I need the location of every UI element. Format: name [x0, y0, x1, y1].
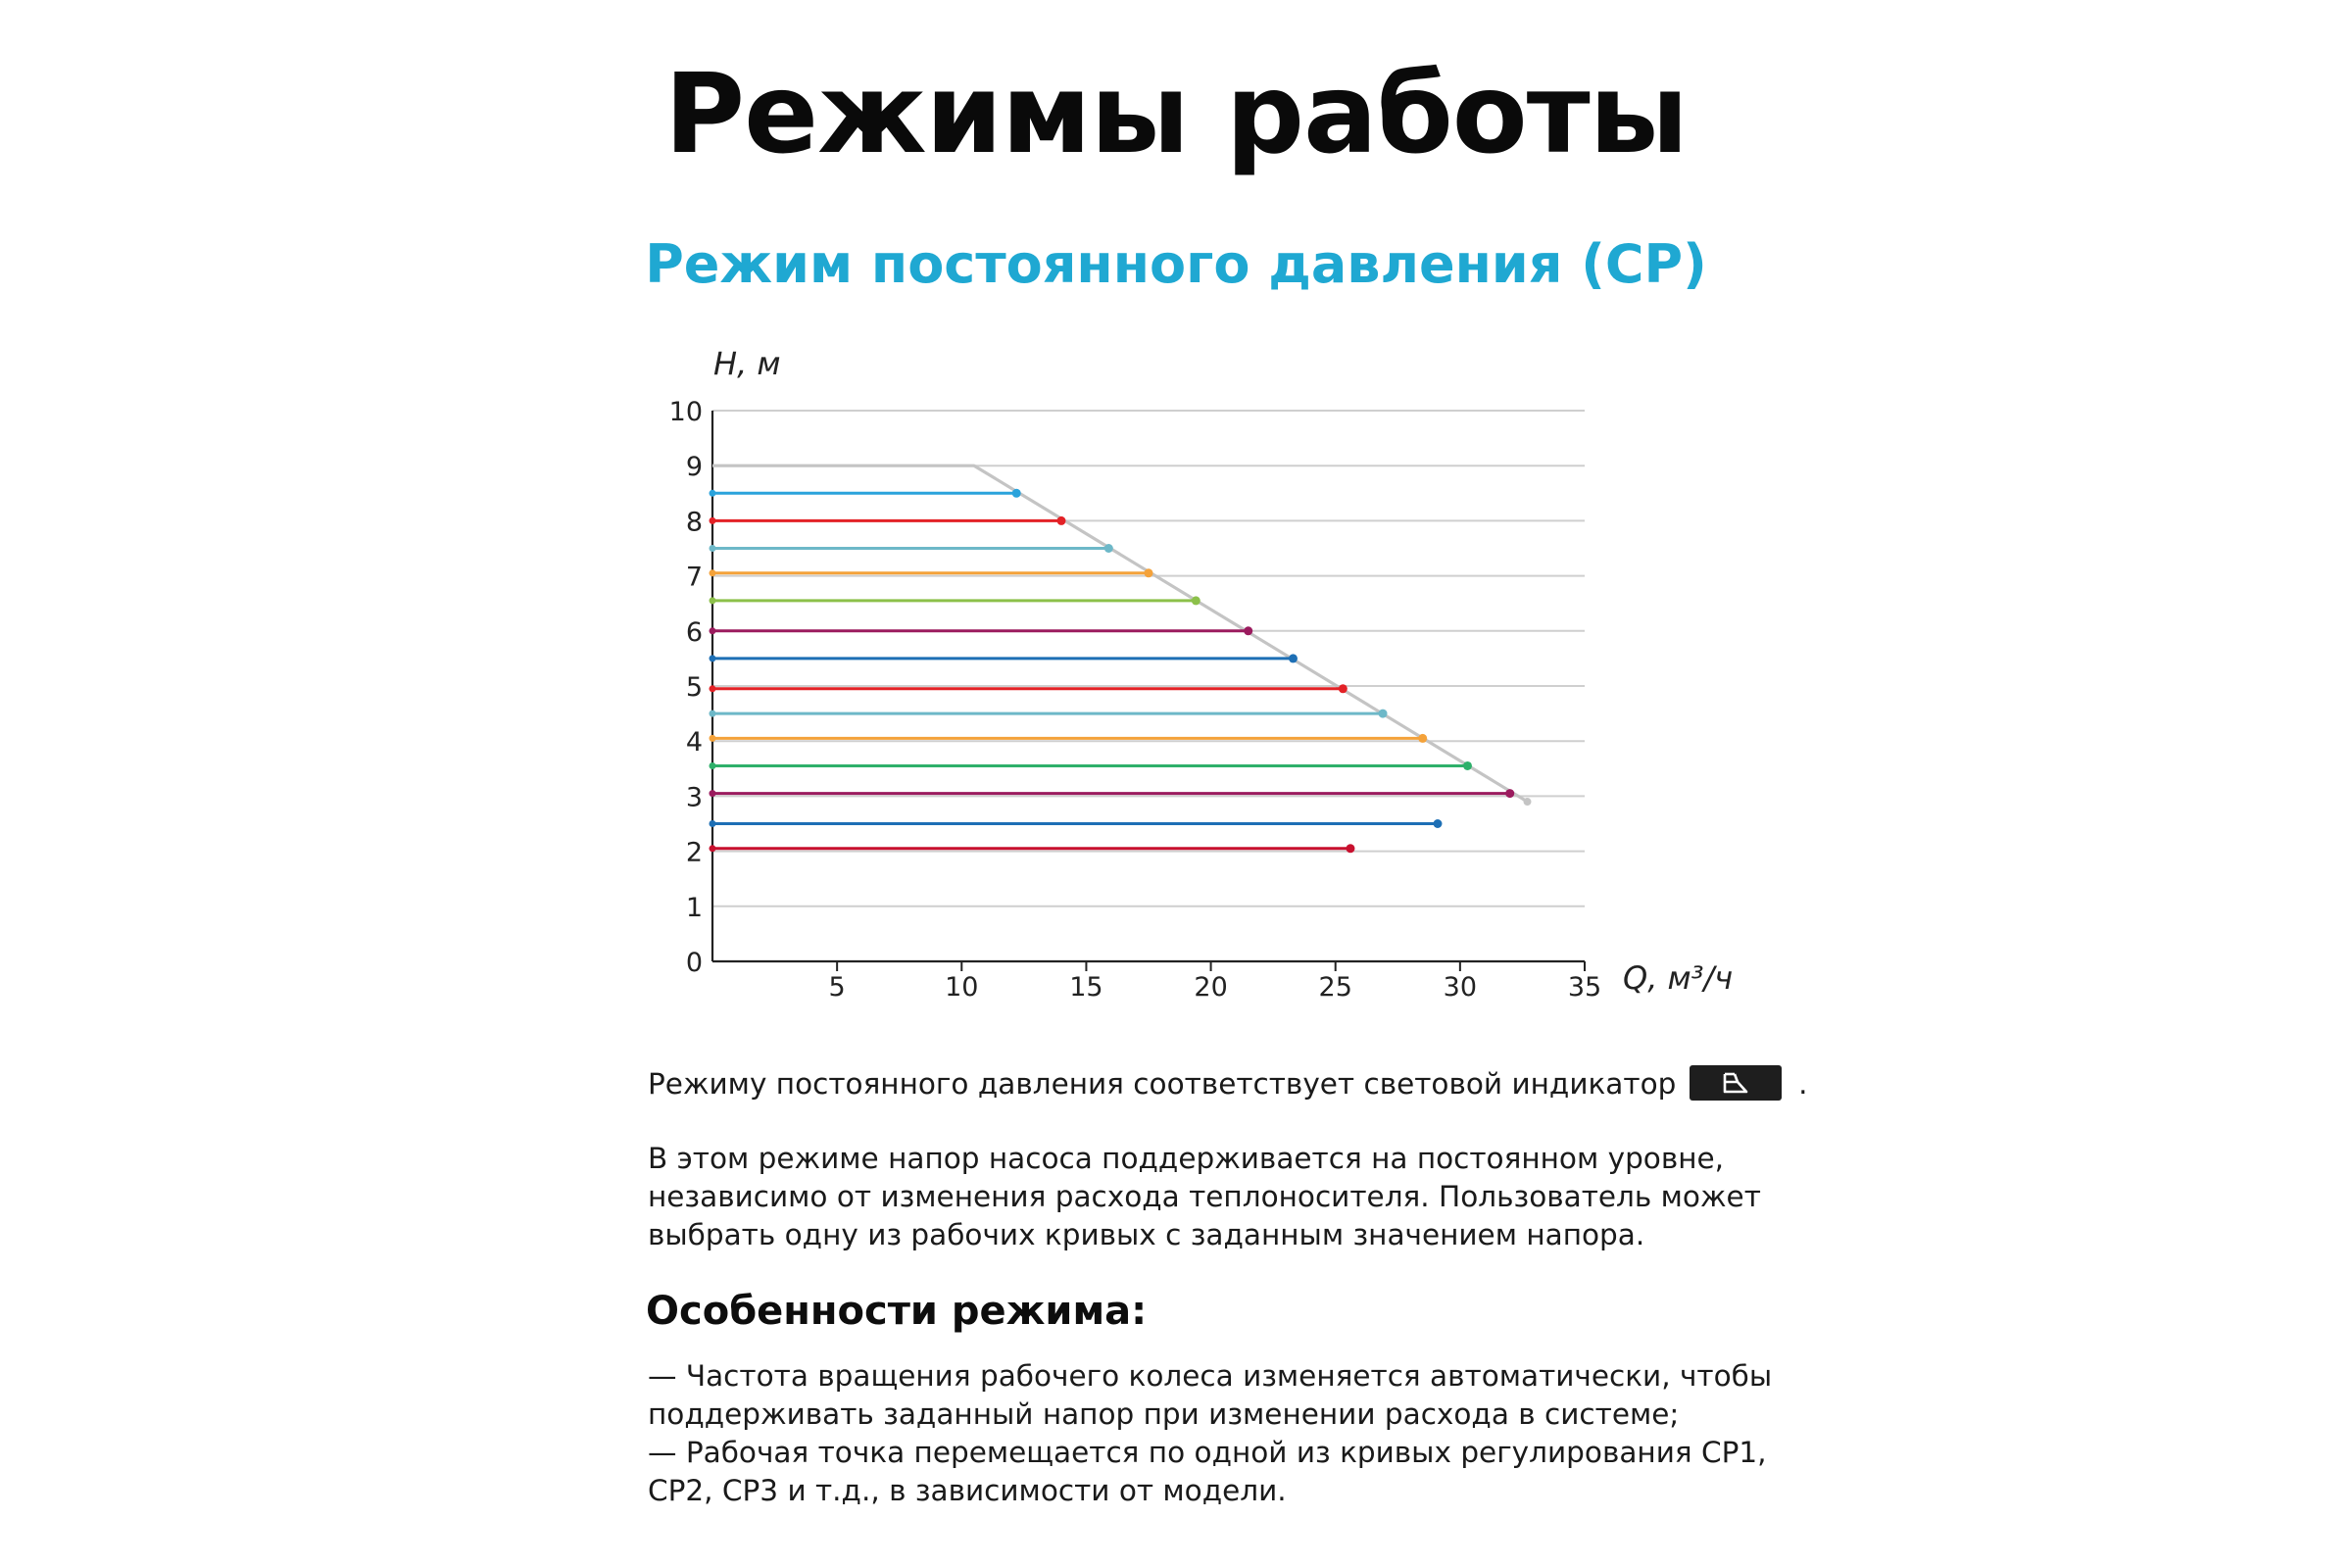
y-tick-label: 7	[685, 562, 703, 593]
curve-end-point	[1433, 819, 1442, 828]
pressure-curves	[710, 489, 1515, 853]
description-line: независимо от изменения расхода теплоносителя. Пользователь может	[648, 1180, 1761, 1213]
indicator-text: Режиму постоянного давления соответствует световой индикатор	[648, 1067, 1677, 1101]
curve-end-point	[1339, 684, 1348, 693]
curve-end-point	[1057, 516, 1066, 525]
y-tick-label: 4	[685, 727, 703, 759]
limit-curve	[712, 466, 1532, 806]
curve-start-point	[710, 597, 716, 604]
pressure-curve	[710, 654, 1298, 662]
curve-start-point	[710, 735, 716, 742]
y-axis-label: H, м	[713, 345, 781, 382]
pressure-curve	[710, 761, 1472, 770]
indicator-suffix: .	[1798, 1067, 1808, 1101]
curve-end-point	[1192, 596, 1200, 605]
y-tick-label: 5	[685, 672, 703, 703]
curve-start-point	[710, 790, 716, 797]
curve-end-point	[1505, 789, 1514, 798]
y-tick-label: 3	[685, 782, 703, 813]
curve-end-point	[1379, 710, 1388, 718]
pressure-curve	[710, 626, 1253, 635]
constant-pressure-icon	[1690, 1065, 1782, 1101]
x-tick-label: 10	[945, 972, 979, 1003]
description-line: В этом режиме напор насоса поддерживается на постоянном уровне,	[648, 1142, 1725, 1175]
y-tick-label: 10	[668, 397, 703, 427]
curve-start-point	[710, 845, 716, 852]
pressure-curve	[710, 819, 1443, 828]
curve-start-point	[710, 685, 716, 692]
pressure-curve	[710, 544, 1113, 553]
curve-start-point	[710, 517, 716, 524]
curve-start-point	[710, 820, 716, 827]
y-tick-label: 2	[685, 837, 703, 868]
feature-line: — Частота вращения рабочего колеса изменяется автоматически, чтобы	[648, 1359, 1773, 1393]
curve-start-point	[710, 762, 716, 769]
tick-labels	[669, 397, 1602, 1003]
curve-end-point	[1418, 734, 1427, 743]
curve-end-point	[1145, 568, 1153, 577]
limit-curve-point	[1524, 798, 1532, 806]
pressure-curve	[710, 710, 1388, 718]
curve-start-point	[710, 627, 716, 634]
y-tick-label: 6	[685, 616, 703, 648]
pressure-curve	[710, 596, 1200, 605]
x-tick-label: 35	[1567, 972, 1602, 1003]
features-list	[648, 1357, 1773, 1510]
curve-end-point	[1463, 761, 1472, 770]
x-tick-label: 15	[1069, 972, 1103, 1003]
curve-end-point	[1289, 654, 1298, 662]
x-tick-label: 30	[1443, 972, 1478, 1003]
page-title: Режимы работы	[664, 51, 1688, 178]
limit-curve-line	[712, 466, 1528, 802]
curve-end-point	[1346, 844, 1354, 853]
curve-start-point	[710, 569, 716, 576]
curve-end-point	[1244, 626, 1252, 635]
feature-line: — Рабочая точка перемещается по одной из кривых регулирования СР1,	[648, 1436, 1767, 1469]
x-tick-label: 25	[1318, 972, 1352, 1003]
feature-line: поддерживать заданный напор при изменении расхода в системе;	[648, 1397, 1680, 1431]
curve-start-point	[710, 490, 716, 497]
description-line: выбрать одну из рабочих кривых с заданным значением напора.	[648, 1218, 1645, 1251]
y-tick-label: 8	[685, 507, 703, 538]
curve-end-point	[1104, 544, 1113, 553]
mode-subtitle: Режим постоянного давления (СР)	[645, 233, 1707, 295]
curve-start-point	[710, 710, 716, 717]
curve-start-point	[710, 545, 716, 552]
x-axis-label: Q, м³/ч	[1623, 959, 1734, 997]
y-tick-label: 0	[685, 948, 703, 978]
pressure-curve	[710, 516, 1066, 525]
y-tick-label: 9	[685, 452, 703, 483]
description-paragraph	[648, 1140, 1761, 1254]
pressure-curve	[710, 489, 1021, 498]
features-heading: Особенности режима:	[646, 1289, 1148, 1334]
curve-start-point	[710, 655, 716, 662]
feature-line: СР2, СР3 и т.д., в зависимости от модели.	[648, 1474, 1287, 1507]
indicator-paragraph	[648, 1065, 1808, 1103]
x-tick-label: 5	[828, 972, 846, 1003]
y-tick-label: 1	[685, 892, 703, 923]
curve-end-point	[1012, 489, 1021, 498]
x-tick-label: 20	[1194, 972, 1228, 1003]
